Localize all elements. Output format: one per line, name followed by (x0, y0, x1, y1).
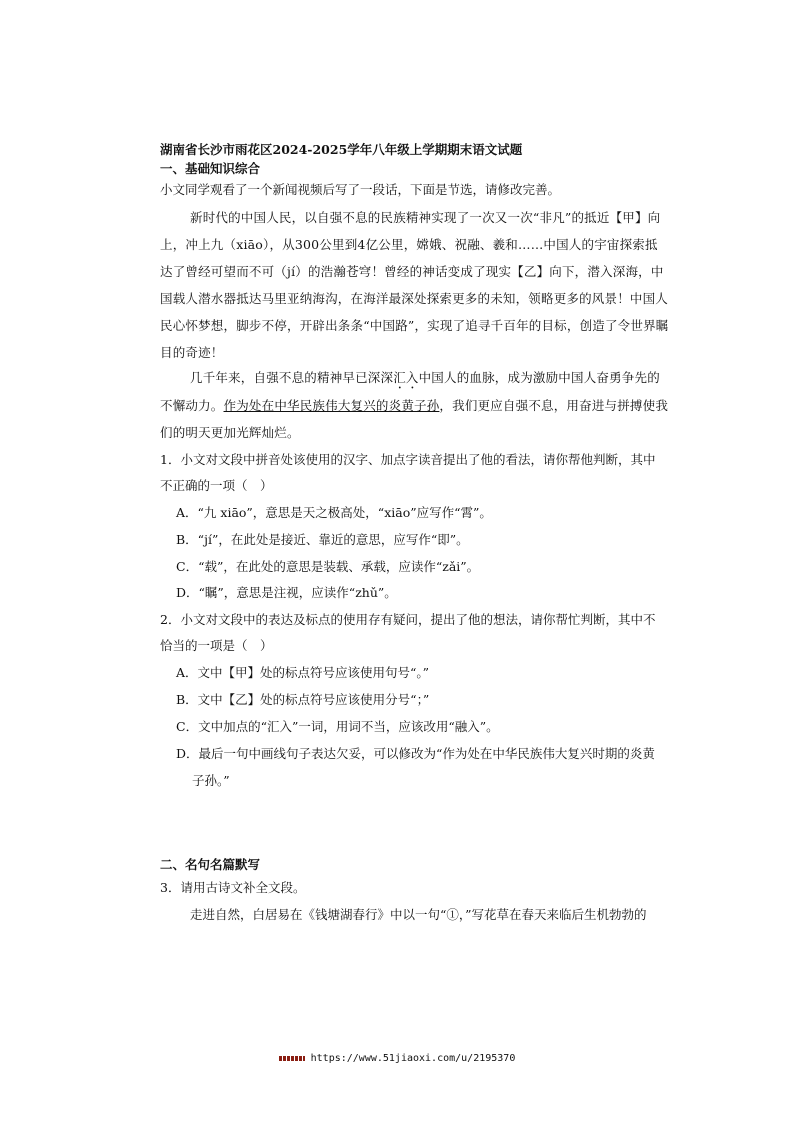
option-d: D．“瞩”，意思是注视，应读作“zhǔ”。 (176, 585, 397, 600)
passage-line (160, 396, 668, 414)
intro-text: 小文同学观看了一个新闻视频后写了一段话，下面是节选，请修改完善。 (160, 182, 561, 197)
section-heading-basics: 一、基础知识综合 (160, 161, 261, 176)
option-b: B．文中【乙】处的标点符号应该使用分号“；” (176, 692, 430, 707)
passage-text: 几千年来，自强不息的精神早已深深 (190, 370, 394, 385)
question-stem: 2．小文对文段中的表达及标点的使用存有疑问，提出了他的想法，请你帮忙判断，其中不 (160, 612, 656, 627)
question-3-stem: 3．请用古诗文补全文段。 (160, 880, 306, 895)
passage-line: 目的奇迹！ (160, 345, 224, 360)
underlined-sentence: 作为处在中华民族伟大复兴的炎黄子孙 (223, 398, 440, 413)
passage-text: 不懈动力。 (160, 398, 224, 413)
passage-line: 上，冲上九（xiāo），从300公里到4亿公里，嫦娥、祝融、羲和……中国人的宇宙探索抵 (160, 237, 658, 252)
question-stem: 1．小文对文段中拼音处该使用的汉字、加点字读音提出了他的看法，请你帮他判断，其中 (160, 452, 656, 467)
footer (0, 1053, 794, 1064)
question-stem: 恰当的一项是（ ） (160, 638, 273, 653)
passage-line: 们的明天更加光辉灿烂。 (160, 425, 300, 440)
option-b: B．“jí”，在此处是接近、靠近的意思，应写作“即”。 (176, 532, 469, 547)
question-stem: 不正确的一项（ ） (160, 478, 273, 493)
passage-line: 国载人潜水器抵达马里亚纳海沟，在海洋最深处探索更多的未知，领略更多的风景！中国人 (160, 291, 669, 306)
passage-line (190, 368, 660, 392)
section-heading-recitation: 二、名句名篇默写 (160, 857, 261, 872)
question-3-text: 走进自然，白居易在《钱塘湖春行》中以一句“①，”写花草在春天来临后生机勃勃的 (190, 907, 647, 922)
option-c: C．文中加点的“汇入”一词，用词不当，应该改用“融入”。 (176, 719, 499, 734)
passage-text: 中国人的血脉，成为激励中国人奋勇争先的 (418, 370, 660, 385)
passage-line: 新时代的中国人民，以自强不息的民族精神实现了一次又一次“非凡”的抵近【甲】向 (190, 210, 661, 225)
dotted-word: 汇入 (393, 370, 419, 385)
option-d: D．最后一句中画线句子表达欠妥，可以修改为“作为处在中华民族伟大复兴时期的炎黄 (176, 746, 655, 761)
site-logo-icon (279, 1056, 305, 1061)
passage-line: 民心怀梦想，脚步不停，开辟出条条“中国路”，实现了追寻千百年的目标，创造了令世界瞩 (160, 318, 669, 333)
option-c: C．“载”，在此处的意思是装载、承载，应读作“zǎi”。 (176, 559, 480, 574)
passage-line: 达了曾经可望而不可（jí）的浩瀚苍穹！曾经的神话变成了现实【乙】向下，潜入深海，中 (160, 264, 664, 279)
passage-text: ，我们更应自强不息，用奋进与拼搏使我 (439, 398, 669, 413)
option-d-continued: 子孙。” (192, 773, 230, 788)
option-a: A．文中【甲】处的标点符号应该使用句号“。” (176, 665, 430, 680)
footer-url[interactable]: https://www.51jiaoxi.com/u/2195370 (310, 1053, 516, 1064)
option-a: A．“九 xiāo”，意思是天之极高处，“xiāo”应写作“霄”。 (176, 505, 492, 520)
page-title: 湖南省长沙市雨花区2024-2025学年八年级上学期期末语文试题 (160, 142, 523, 157)
